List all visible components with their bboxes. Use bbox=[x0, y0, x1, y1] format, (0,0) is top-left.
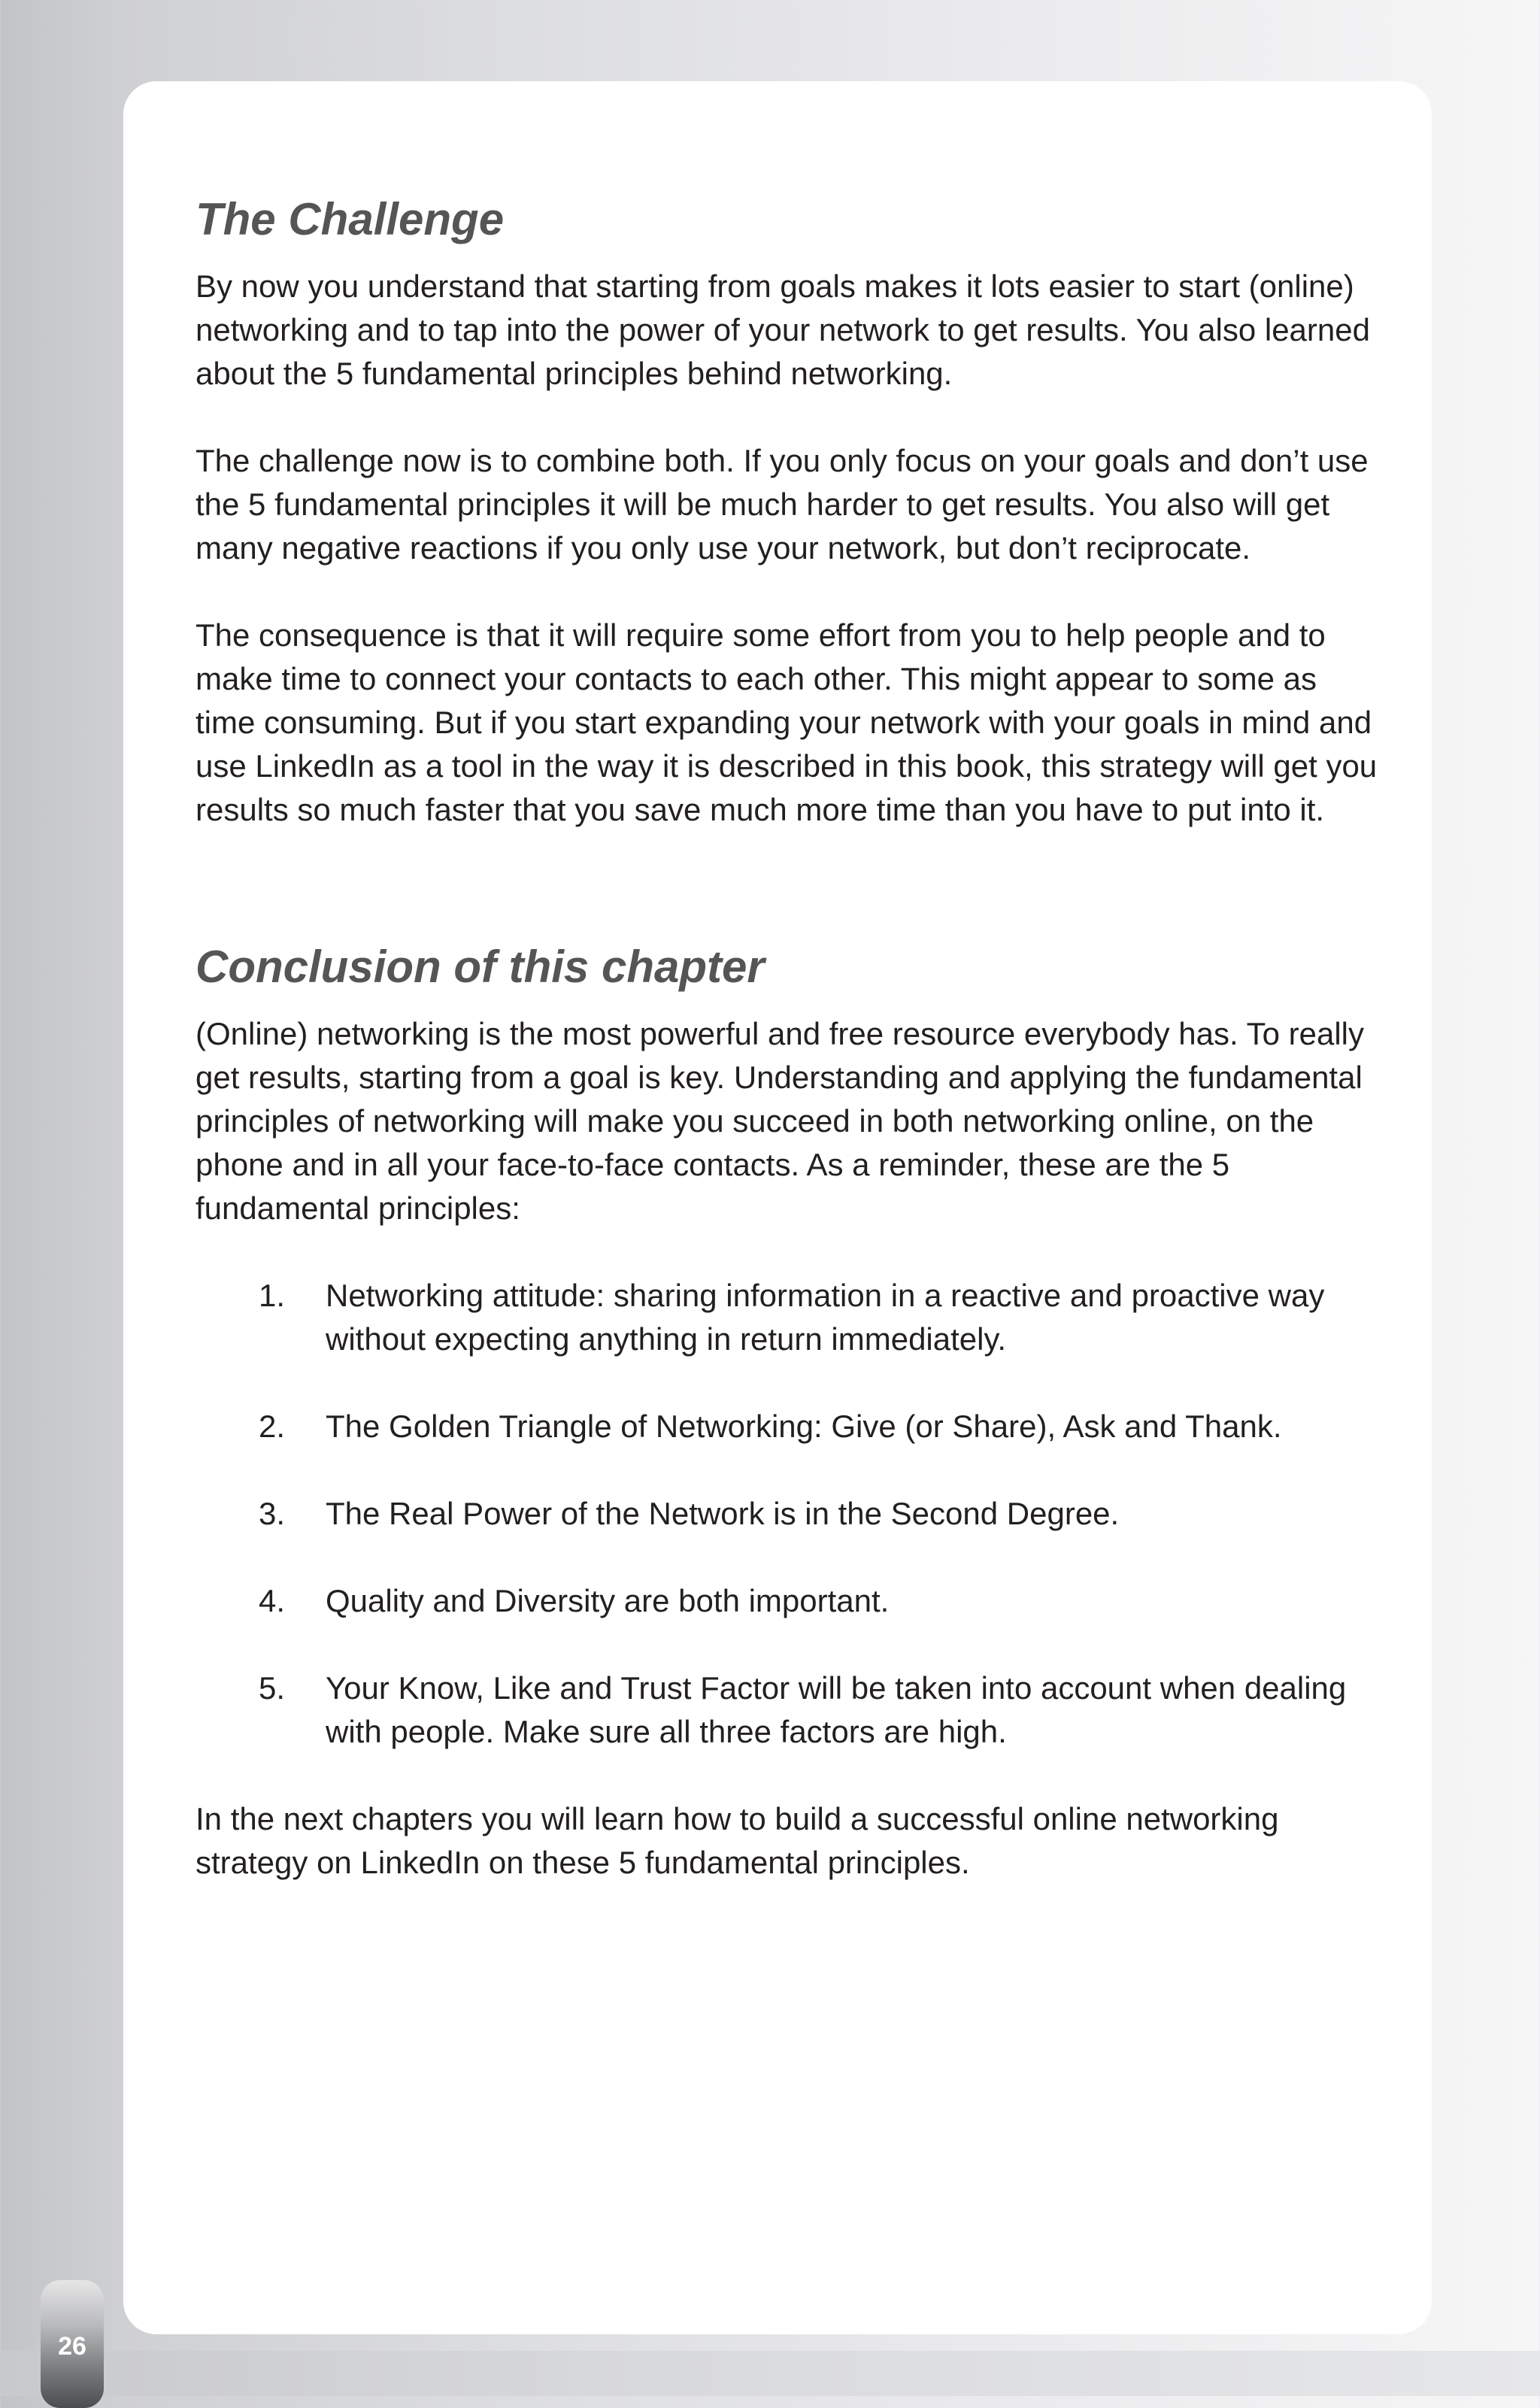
list-item-number: 2. bbox=[259, 1409, 286, 1444]
page-bottom-band bbox=[0, 2351, 1540, 2396]
list-item-text: The Golden Triangle of Networking: Give (or Share), Ask and Thank. bbox=[326, 1409, 1282, 1444]
section-spacer bbox=[196, 875, 1384, 936]
challenge-paragraph-2: The challenge now is to combine both. If you only focus on your goals and don’t use the 5 fundamental principles it will be much harder to get results. You also will get many negative reactions if you only use your network, but don’t reciprocate. bbox=[196, 443, 1369, 566]
list-item-number: 4. bbox=[259, 1583, 286, 1618]
list-item-text: The Real Power of the Network is in the Second Degree. bbox=[326, 1496, 1120, 1531]
list-item-text: Networking attitude: sharing information in a reactive and proactive way without expecting anything in return immediately. bbox=[326, 1278, 1325, 1357]
challenge-paragraph-1: By now you understand that starting from goals makes it lots easier to start (online) networking and to tap into the power of your network to get results. You also learned about the 5 fundamental principles behind networking. bbox=[196, 268, 1370, 391]
conclusion-intro-paragraph: (Online) networking is the most powerful and free resource everybody has. To really get results, starting from a goal is key. Understanding and applying the fundamental principles of networking will make you succeed in both networking online, on the phone and in all your face-to-face contacts. As a reminder, these are the 5 fundamental principles: bbox=[196, 1016, 1364, 1226]
page-content bbox=[196, 188, 1384, 1928]
page-number: 26 bbox=[58, 2332, 86, 2361]
list-item bbox=[196, 1405, 1384, 1448]
page-card bbox=[123, 81, 1432, 2334]
list-item bbox=[196, 1579, 1384, 1623]
section-heading-conclusion: Conclusion of this chapter bbox=[196, 942, 765, 992]
principles-list bbox=[196, 1274, 1384, 1754]
list-item bbox=[196, 1274, 1384, 1361]
list-item-text: Quality and Diversity are both important. bbox=[326, 1583, 890, 1618]
list-item-number: 5. bbox=[259, 1670, 286, 1706]
challenge-paragraph-3: The consequence is that it will require some effort from you to help people and to make time to connect your contacts to each other. This might appear to some as time consuming. But if you start expanding your network with your goals in mind and use LinkedIn as a tool in the way it is described in this book, this strategy will get you results so much faster that you save much more time than you have to put into it. bbox=[196, 617, 1378, 827]
section-heading-challenge: The Challenge bbox=[196, 194, 505, 244]
page-number-tab bbox=[41, 2280, 104, 2408]
list-item-text: Your Know, Like and Trust Factor will be taken into account when dealing with people. Make sure all three factors are high. bbox=[326, 1670, 1347, 1749]
list-item bbox=[196, 1666, 1384, 1754]
section-the-challenge bbox=[196, 188, 1384, 832]
list-item-number: 3. bbox=[259, 1496, 286, 1531]
conclusion-closing-paragraph: In the next chapters you will learn how to build a successful online networking strategy on LinkedIn on these 5 fundamental principles. bbox=[196, 1801, 1279, 1880]
list-item-number: 1. bbox=[259, 1278, 286, 1313]
list-item bbox=[196, 1492, 1384, 1536]
section-conclusion bbox=[196, 936, 1384, 1885]
